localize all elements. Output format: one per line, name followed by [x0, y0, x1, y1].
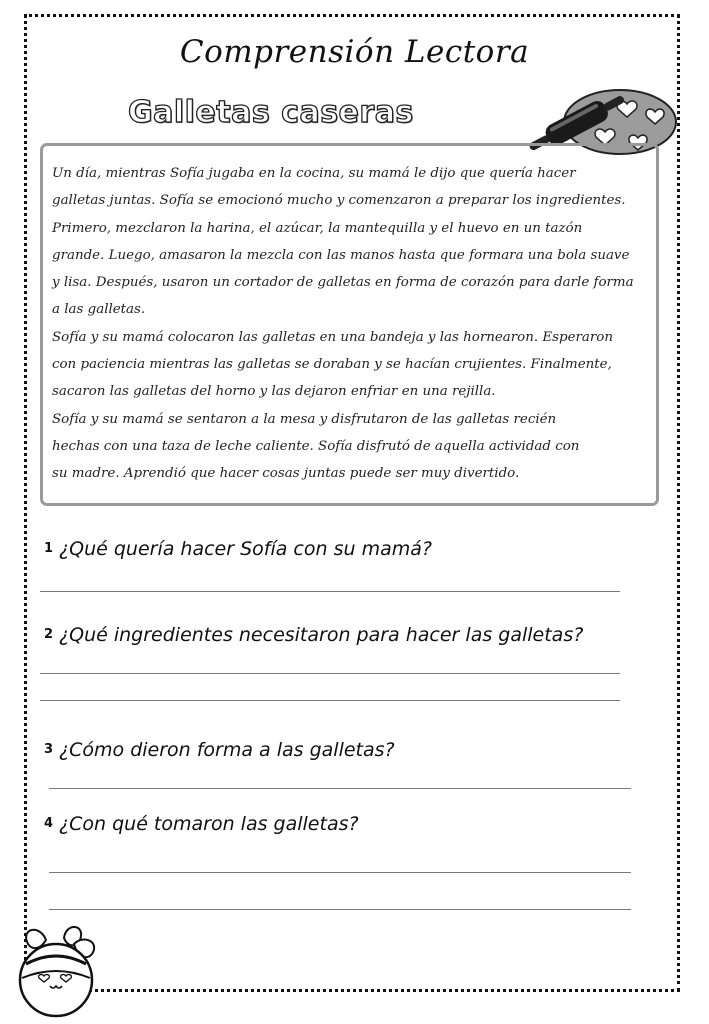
question-number: 3 [44, 742, 54, 757]
question-text: ¿Con qué tomaron las galletas? [59, 813, 359, 835]
story-line: galletas juntas. Sofía se emocionó mucho y comenzaron a preparar los ingredientes. [52, 193, 626, 209]
answer-line[interactable] [49, 788, 631, 789]
answer-line[interactable] [40, 673, 620, 674]
question-number: 4 [44, 816, 54, 831]
question-number: 1 [44, 541, 54, 556]
page-title: Comprensión Lectora [179, 34, 530, 70]
question-1 [44, 538, 432, 560]
bee-mascot-icon [12, 918, 108, 1018]
story-line: Primero, mezclaron la harina, el azúcar, la mantequilla y el huevo en un tazón [52, 220, 583, 236]
story-line: Un día, mientras Sofía jugaba en la cocina, su mamá le dijo que quería hacer [52, 166, 576, 181]
answer-line[interactable] [40, 700, 620, 701]
story-title: Galletas caseras [128, 95, 414, 130]
question-4 [44, 813, 359, 835]
question-number: 2 [44, 627, 54, 642]
story-line: con paciencia mientras las galletas se doraban y se hacían crujientes. Finalmente, [52, 357, 612, 373]
story-line: sacaron las galletas del horno y las dejaron enfriar en una rejilla. [52, 384, 496, 400]
story-line: Sofía y su mamá se sentaron a la mesa y disfrutaron de las galletas recién [52, 411, 557, 427]
answer-line[interactable] [49, 909, 631, 910]
question-3 [44, 739, 395, 761]
question-text: ¿Cómo dieron forma a las galletas? [59, 739, 395, 761]
answer-line[interactable] [40, 591, 620, 592]
story-line: grande. Luego, amasaron la mezcla con las manos hasta que formara una bola suave [52, 247, 630, 263]
story-line: Sofía y su mamá colocaron las galletas en una bandeja y las hornearon. Esperaron [52, 329, 613, 345]
story-line: y lisa. Después, usaron un cortador de galletas en forma de corazón para darle forma [52, 275, 634, 291]
question-2 [44, 624, 583, 646]
story-box [40, 143, 659, 506]
story-line: hechas con una taza de leche caliente. Sofía disfrutó de aquella actividad con [52, 438, 580, 454]
question-text: ¿Qué quería hacer Sofía con su mamá? [59, 538, 432, 560]
story-line: su madre. Aprendió que hacer cosas juntas puede ser muy divertido. [52, 466, 520, 482]
answer-line[interactable] [49, 872, 631, 873]
question-text: ¿Qué ingredientes necesitaron para hacer las galletas? [59, 624, 584, 646]
story-line: a las galletas. [52, 302, 146, 318]
